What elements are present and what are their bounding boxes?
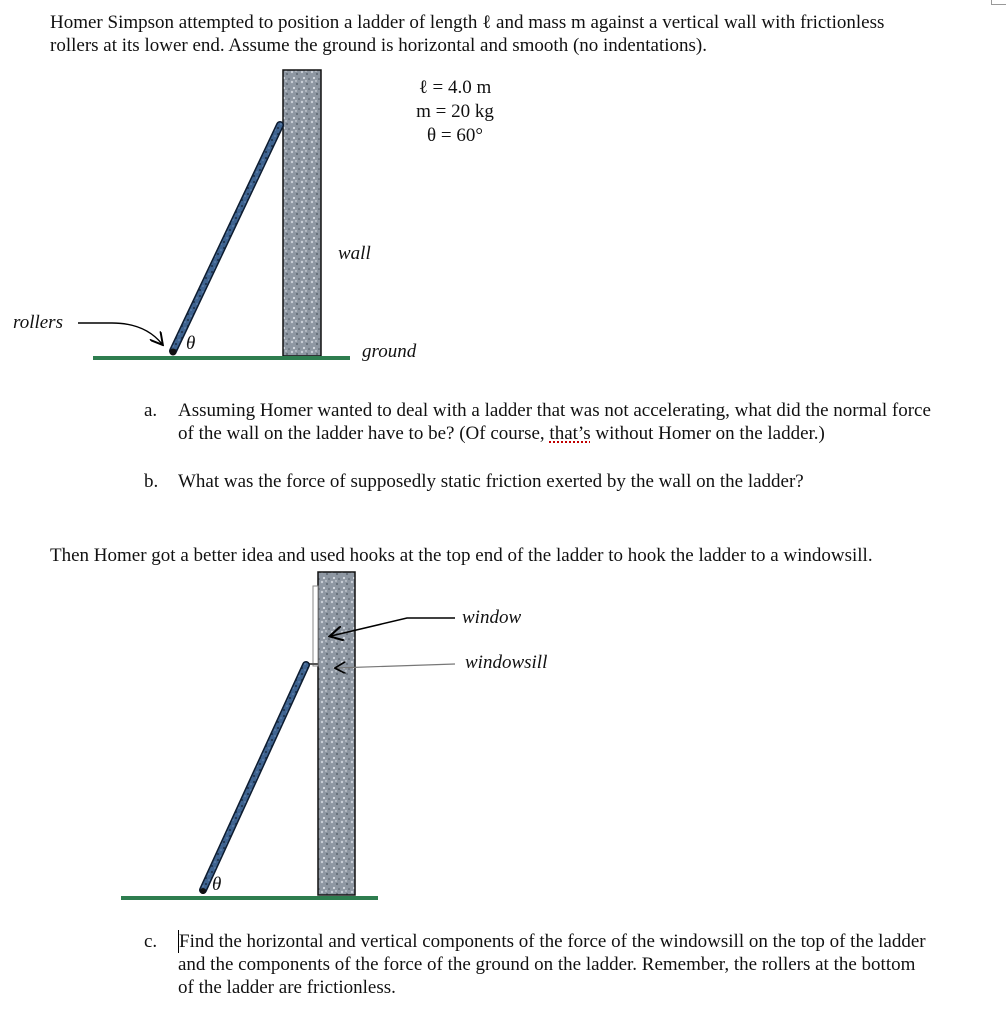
given-length: ℓ = 4.0 m bbox=[418, 77, 492, 98]
question-b bbox=[144, 470, 1004, 494]
transition-text: Then Homer got a better idea and used hooks at the top end of the ladder to hook the ladder to a windowsill. bbox=[50, 545, 873, 566]
wall-1 bbox=[283, 70, 321, 356]
question-a bbox=[144, 399, 1004, 445]
question-c-letter: c. bbox=[144, 931, 158, 952]
rollers-label: rollers bbox=[13, 312, 63, 333]
intro-line-1: Homer Simpson attempted to position a ladder of length ℓ and mass m against a vertical wall with frictionless bbox=[50, 12, 885, 33]
question-a-letter: a. bbox=[144, 400, 158, 421]
window-label: window bbox=[462, 607, 522, 628]
ground-label: ground bbox=[362, 341, 417, 362]
wall-label: wall bbox=[338, 243, 371, 264]
question-a-line-1: Assuming Homer wanted to deal with a ladder that was not accelerating, what did the normal force bbox=[178, 400, 931, 421]
wall-2 bbox=[318, 572, 355, 895]
rollers-arrow bbox=[78, 323, 162, 344]
roller-2 bbox=[200, 888, 206, 894]
given-angle: θ = 60° bbox=[427, 125, 483, 146]
question-c-line-3: of the ladder are frictionless. bbox=[178, 977, 396, 998]
ladder-2-fill bbox=[203, 665, 306, 890]
question-c-line-1[interactable]: Find the horizontal and vertical components of the force of the windowsill on the top of the ladder bbox=[178, 930, 1004, 953]
question-c-line-2: and the components of the force of the ground on the ladder. Remember, the rollers at the bottom bbox=[178, 954, 916, 975]
theta-label-2: θ bbox=[212, 874, 222, 895]
windowsill-label: windowsill bbox=[465, 652, 548, 673]
window-pane bbox=[313, 586, 318, 666]
ladder-1-fill bbox=[173, 125, 280, 351]
given-mass: m = 20 kg bbox=[416, 101, 494, 122]
question-b-letter: b. bbox=[144, 471, 159, 492]
theta-label-1: θ bbox=[186, 333, 196, 354]
roller-1 bbox=[170, 349, 177, 356]
question-c[interactable] bbox=[144, 930, 1004, 1002]
question-a-line-2: of the wall on the ladder have to be? (Of course, that’s without Homer on the ladder.) bbox=[178, 423, 825, 444]
intro-line-2: rollers at its lower end. Assume the ground is horizontal and smooth (no indentations). bbox=[50, 35, 707, 56]
question-b-line-1: What was the force of supposedly static friction exerted by the wall on the ladder? bbox=[178, 471, 804, 492]
spellcheck-word: that’s bbox=[549, 423, 591, 444]
